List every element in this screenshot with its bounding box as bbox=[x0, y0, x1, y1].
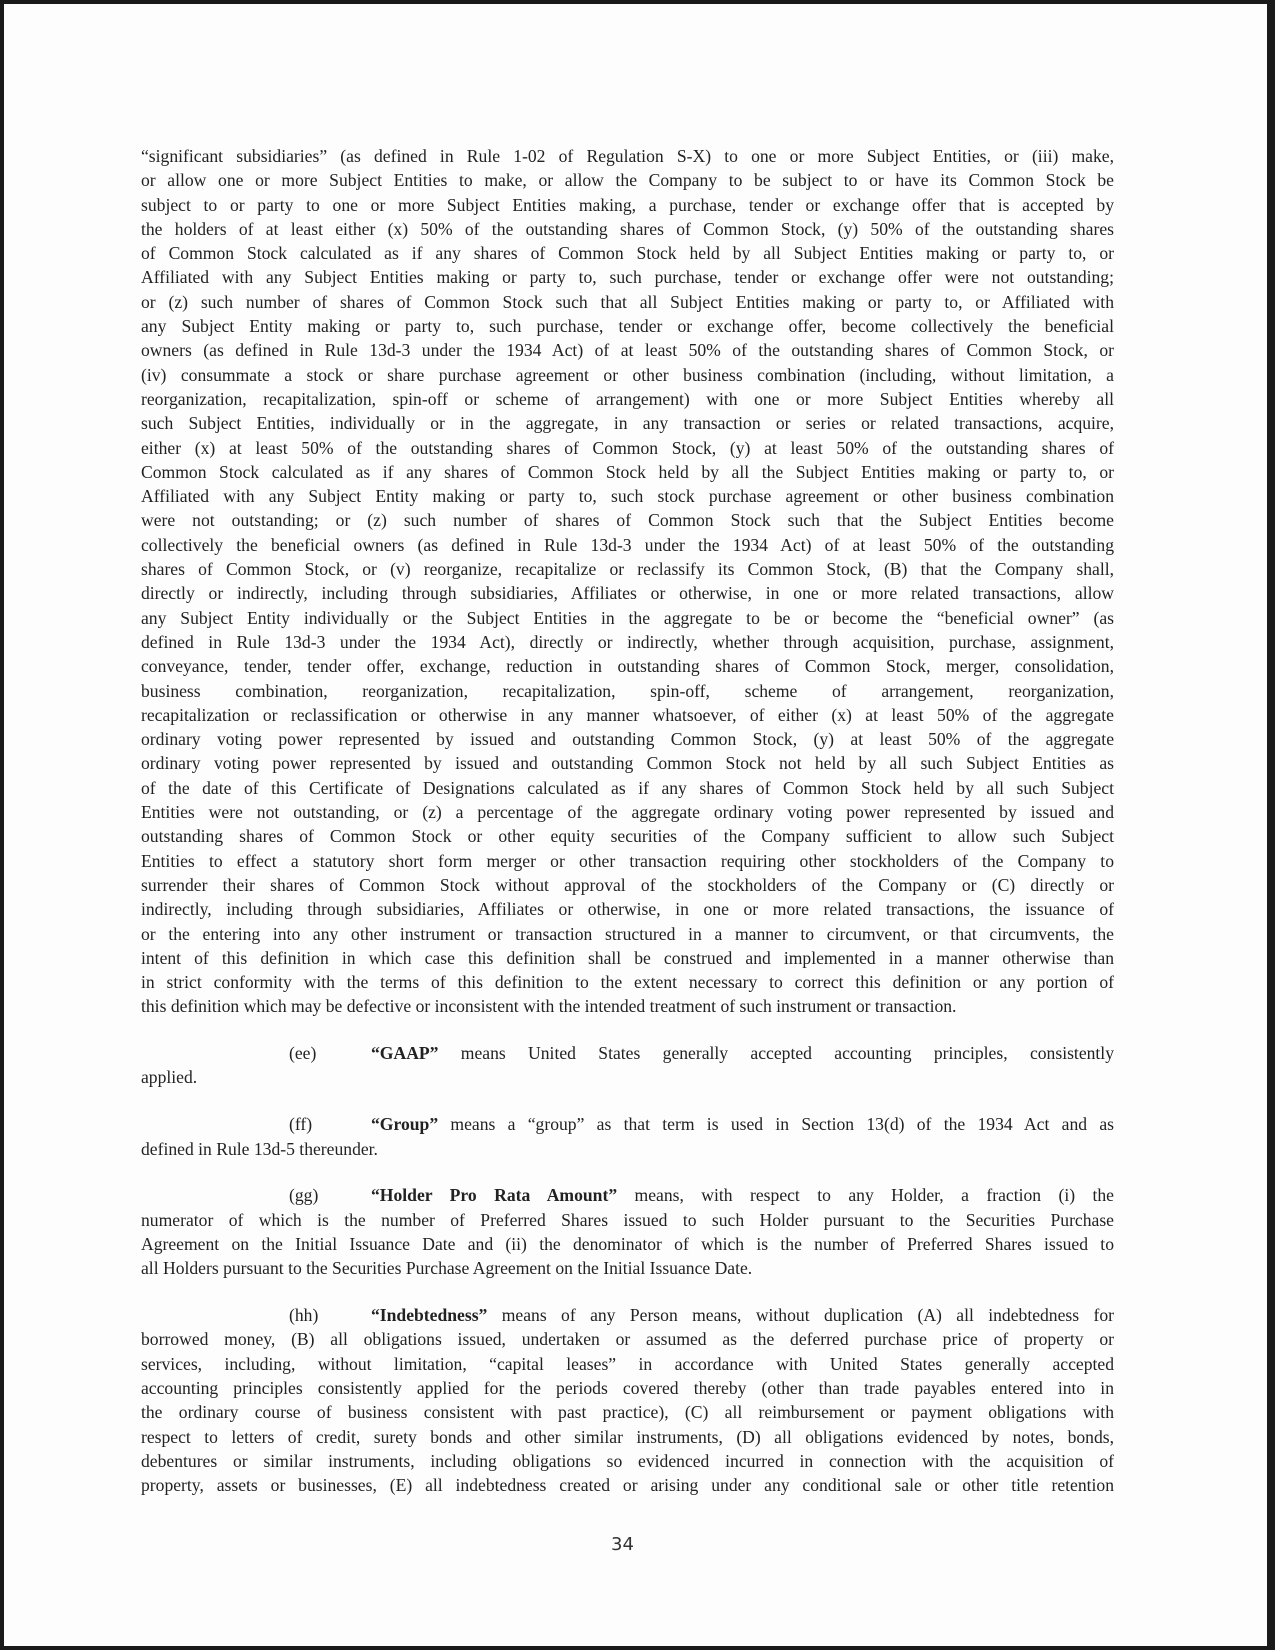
defined-term: “GAAP” bbox=[371, 1043, 439, 1064]
paragraph-line: ordinary voting power represented by issued and outstanding Common Stock, (y) at least 50% of the aggregate bbox=[141, 729, 1114, 750]
paragraph-line: any Subject Entity individually or the Subject Entities in the aggregate to be or become the “beneficial owner” (as bbox=[141, 607, 1114, 628]
paragraph-line: either (x) at least 50% of the outstanding shares of Common Stock, (y) at least 50% of the outstanding shares of bbox=[141, 437, 1114, 458]
paragraph-line: or the entering into any other instrument or transaction structured in a manner to circumvent, or that circumvents, the bbox=[141, 923, 1114, 944]
definition-line: the ordinary course of business consistent with past practice), (C) all reimbursement or payment obligations with bbox=[141, 1402, 1114, 1423]
definition-line: respect to letters of credit, surety bonds and other similar instruments, (D) all obligations evidenced by notes, bonds, bbox=[141, 1426, 1114, 1447]
definition-line: property, assets or businesses, (E) all indebtedness created or arising under any conditional sale or other title retention bbox=[141, 1475, 1114, 1496]
paragraph-line: any Subject Entity making or party to, such purchase, tender or exchange offer, become collectively the beneficial bbox=[141, 316, 1114, 337]
definition-number: (gg) bbox=[289, 1185, 319, 1206]
paragraph-line: or allow one or more Subject Entities to make, or allow the Company to be subject to or have its Common Stock be bbox=[141, 170, 1114, 191]
paragraph-line: in strict conformity with the terms of this definition to the extent necessary to correct this definition or any portion of bbox=[141, 972, 1114, 993]
definition-line: applied. bbox=[141, 1067, 198, 1088]
paragraph-line: were not outstanding; or (z) such number of shares of Common Stock such that the Subject Entities become bbox=[141, 510, 1114, 531]
definition-first-line bbox=[141, 1112, 1114, 1136]
paragraph-line: (iv) consummate a stock or share purchase agreement or other business combination (including, without limitation, a bbox=[141, 364, 1114, 385]
paragraph-line: surrender their shares of Common Stock without approval of the stockholders of the Company or (C) directly or bbox=[141, 874, 1114, 895]
paragraph-line: Affiliated with any Subject Entity making or party to, such stock purchase agreement or other business combination bbox=[141, 486, 1114, 507]
paragraph-line: the holders of at least either (x) 50% of the outstanding shares of Common Stock, (y) 50% of the outstanding shares bbox=[141, 218, 1114, 239]
paragraph-line: this definition which may be defective or inconsistent with the intended treatment of such instrument or transaction. bbox=[141, 996, 957, 1017]
definition-line: services, including, without limitation, “capital leases” in accordance with United States generally accepted bbox=[141, 1353, 1114, 1374]
definition-line: Agreement on the Initial Issuance Date and (ii) the denominator of which is the number of Preferred Shares issued to bbox=[141, 1233, 1114, 1254]
defined-term: “Holder Pro Rata Amount” bbox=[371, 1185, 618, 1206]
definition-number: (ff) bbox=[289, 1114, 313, 1135]
paragraph-line: outstanding shares of Common Stock or other equity securities of the Company sufficient to allow such Subject bbox=[141, 826, 1114, 847]
definition-first-line bbox=[141, 1303, 1114, 1327]
paragraph-line: intent of this definition in which case this definition shall be construed and implemented in a manner otherwise than bbox=[141, 947, 1114, 968]
paragraph-line: subject to or party to one or more Subject Entities making, a purchase, tender or exchange offer that is accepted by bbox=[141, 194, 1114, 215]
paragraph-line: conveyance, tender, tender offer, exchange, reduction in outstanding shares of Common Stock, merger, consolidation, bbox=[141, 656, 1114, 677]
paragraph-line: Common Stock calculated as if any shares of Common Stock held by all the Subject Entities making or party to, or bbox=[141, 461, 1114, 482]
definition-ff bbox=[141, 1112, 1114, 1161]
definition-first-line bbox=[141, 1183, 1114, 1207]
document-page bbox=[4, 4, 1267, 1646]
paragraph-line: recapitalization or reclassification or otherwise in any manner whatsoever, of either (x) at least 50% of the aggregate bbox=[141, 704, 1114, 725]
paragraph-line: of the date of this Certificate of Designations calculated as if any shares of Common Stock held by all such Subject bbox=[141, 777, 1114, 798]
page-number bbox=[4, 1534, 1267, 1555]
paragraph-line: shares of Common Stock, or (v) reorganize, recapitalize or reclassify its Common Stock, (B) that the Company shall, bbox=[141, 559, 1114, 580]
definition-number: (hh) bbox=[289, 1305, 319, 1326]
paragraph-line: of Common Stock calculated as if any shares of Common Stock held by all Subject Entities making or party to, or bbox=[141, 243, 1114, 264]
definition-text: means United States generally accepted accounting principles, consistently bbox=[438, 1043, 1114, 1064]
paragraph-line: ordinary voting power represented by issued and outstanding Common Stock not held by all such Subject Entities as bbox=[141, 753, 1114, 774]
paragraph-line: reorganization, recapitalization, spin-off or scheme of arrangement) with one or more Subject Entities whereby all bbox=[141, 388, 1114, 409]
definition-hh bbox=[141, 1303, 1114, 1497]
definition-text: means, with respect to any Holder, a fraction (i) the bbox=[617, 1185, 1114, 1206]
defined-term: “Indebtedness” bbox=[371, 1305, 488, 1326]
paragraph-line: “significant subsidiaries” (as defined in Rule 1-02 of Regulation S-X) to one or more Subject Entities, or (iii) make, bbox=[141, 146, 1114, 166]
paragraph-line: defined in Rule 13d-3 under the 1934 Act), directly or indirectly, whether through acquisition, purchase, assignment, bbox=[141, 631, 1114, 652]
definition-text: means a “group” as that term is used in Section 13(d) of the 1934 Act and as bbox=[438, 1114, 1114, 1135]
definition-gg bbox=[141, 1183, 1114, 1280]
definition-line: borrowed money, (B) all obligations issued, undertaken or assumed as the deferred purchase price of property or bbox=[141, 1329, 1114, 1350]
definition-line: all Holders pursuant to the Securities Purchase Agreement on the Initial Issuance Date. bbox=[141, 1258, 753, 1279]
paragraph-line: Affiliated with any Subject Entities making or party to, such purchase, tender or exchange offer were not outstanding; bbox=[141, 267, 1114, 288]
paragraph-line: business combination, reorganization, recapitalization, spin-off, scheme of arrangement, reorganization, bbox=[141, 680, 1114, 701]
definition-line: accounting principles consistently applied for the periods covered thereby (other than trade payables entered into in bbox=[141, 1377, 1114, 1398]
definition-first-line bbox=[141, 1041, 1114, 1065]
paragraph-line: Entities were not outstanding, or (z) a percentage of the aggregate ordinary voting power represented by issued and bbox=[141, 802, 1114, 823]
paragraph-line: collectively the beneficial owners (as defined in Rule 13d-3 under the 1934 Act) of at least 50% of the outstanding bbox=[141, 534, 1114, 555]
paragraph-line: owners (as defined in Rule 13d-3 under the 1934 Act) of at least 50% of the outstanding shares of Common Stock, or bbox=[141, 340, 1114, 361]
definition-number: (ee) bbox=[289, 1043, 317, 1064]
definition-line: numerator of which is the number of Preferred Shares issued to such Holder pursuant to the Securities Purchase bbox=[141, 1209, 1114, 1230]
page-number-text: 34 bbox=[611, 1534, 634, 1555]
paragraph-line: indirectly, including through subsidiaries, Affiliates or otherwise, in one or more related transactions, the issuance of bbox=[141, 899, 1114, 920]
paragraph-line: Entities to effect a statutory short form merger or other transaction requiring other stockholders of the Company to bbox=[141, 850, 1114, 871]
paragraph-line: directly or indirectly, including through subsidiaries, Affiliates or otherwise, in one or more related transactions, allow bbox=[141, 583, 1114, 604]
definition-line: defined in Rule 13d-5 thereunder. bbox=[141, 1138, 378, 1159]
document-body bbox=[141, 144, 1114, 1497]
paragraph-line: such Subject Entities, individually or in the aggregate, in any transaction or series or related transactions, acquire, bbox=[141, 413, 1114, 434]
definition-text: means of any Person means, without duplication (A) all indebtedness for bbox=[487, 1305, 1114, 1326]
paragraph-line: or (z) such number of shares of Common Stock such that all Subject Entities making or party to, or Affiliated with bbox=[141, 291, 1114, 312]
definition-line: debentures or similar instruments, including obligations so evidenced incurred in connection with the acquisition of bbox=[141, 1450, 1114, 1471]
continuation-paragraph bbox=[141, 144, 1114, 1019]
defined-term: “Group” bbox=[371, 1114, 439, 1135]
definition-ee bbox=[141, 1041, 1114, 1090]
